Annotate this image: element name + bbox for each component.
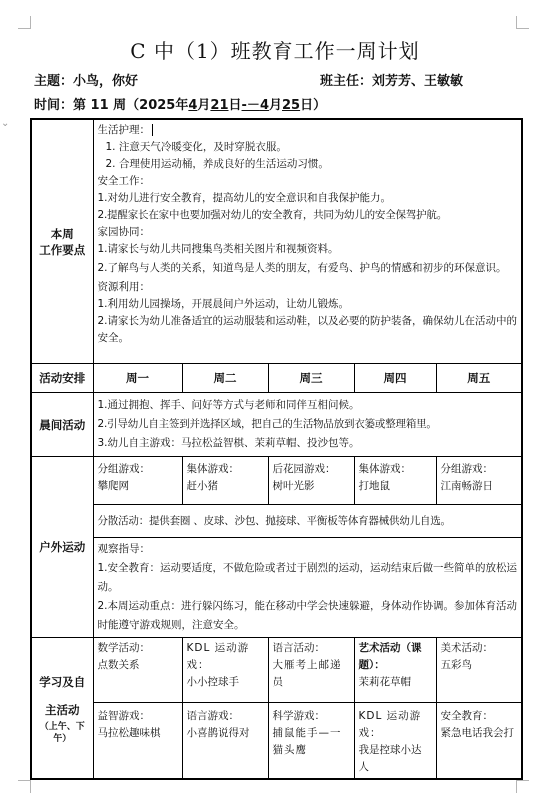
weekly-heading-line2: 工作要点 bbox=[39, 242, 86, 257]
weekly-heading-line1: 本周 bbox=[50, 226, 74, 241]
day-monday: 周一 bbox=[93, 364, 182, 393]
observe-item: 1.安全教育：运动要适度，不做危险或者过于剧烈的运动，运动结束后做一些简单的放松运动。 bbox=[97, 562, 518, 593]
learning-value: 五彩鸟 bbox=[440, 659, 472, 671]
learning-value: 小喜鹊说得对 bbox=[186, 727, 250, 739]
learning-cell[interactable] bbox=[93, 703, 182, 780]
outdoor-groups-row bbox=[31, 457, 522, 505]
time-month-start: 4 bbox=[188, 98, 198, 113]
time-unit-day-start: 日 bbox=[228, 98, 242, 113]
group-label: 分组游戏： bbox=[97, 463, 150, 475]
crop-mark-bottom-right bbox=[516, 780, 529, 793]
schedule-header-row bbox=[31, 364, 522, 393]
learning-cell[interactable] bbox=[436, 703, 522, 780]
learning-cell[interactable] bbox=[182, 703, 268, 780]
outdoor-group-cell[interactable] bbox=[436, 457, 522, 505]
learning-label: 美术活动： bbox=[440, 642, 493, 654]
learning-label: KDL 运动游戏： bbox=[186, 642, 250, 671]
day-tuesday: 周二 bbox=[182, 364, 268, 393]
resource-title: 资源利用： bbox=[97, 281, 150, 293]
weekly-points-row bbox=[31, 119, 522, 364]
outdoor-observe-row bbox=[31, 538, 522, 638]
learning-value: 捕鼠能手—一猫头鹰 bbox=[272, 727, 342, 756]
crop-mark-top-right bbox=[516, 16, 529, 29]
time-day-end: 25 bbox=[282, 98, 301, 113]
resource-item: 2.请家长为幼儿准备适宜的运动服装和运动鞋，以及必要的防护装备，确保幼儿在活动中的安全。 bbox=[97, 315, 518, 344]
home-coop-item: 2.了解鸟与人类的关系，知道鸟是人类的朋友，有爱鸟、护鸟的情感和初步的环保意识。 bbox=[97, 262, 507, 274]
page-title: C 中（1）班教育工作一周计划 bbox=[130, 39, 420, 63]
group-label: 后花园游戏： bbox=[272, 463, 336, 475]
safety-title: 安全工作： bbox=[97, 175, 150, 187]
safety-item: 1.对幼儿进行安全教育，提高幼儿的安全意识和自我保护能力。 bbox=[97, 192, 392, 204]
learning-cell[interactable] bbox=[354, 703, 436, 780]
time-unit-month-start: 月 bbox=[197, 98, 211, 113]
text-cursor bbox=[152, 124, 153, 136]
time-line bbox=[34, 94, 326, 113]
teacher-label: 班主任： bbox=[320, 74, 373, 89]
learning-label: 安全教育： bbox=[440, 710, 493, 722]
home-coop-item: 1.请家长与幼儿共同搜集鸟类相关图片和视频资料。 bbox=[97, 243, 339, 255]
morning-item: 1.通过拥抱、挥手、问好等方式与老师和同伴互相问候。 bbox=[97, 399, 360, 411]
morning-content[interactable] bbox=[93, 393, 522, 457]
home-coop-title: 家园协同： bbox=[97, 226, 150, 238]
learning-heading bbox=[31, 638, 93, 780]
learning-label: 艺术活动（课题）： bbox=[358, 642, 422, 671]
outdoor-group-cell[interactable] bbox=[268, 457, 354, 505]
group-value: 赶小猪 bbox=[186, 480, 218, 492]
learning-value: 茉莉花草帽 bbox=[358, 676, 411, 688]
time-month-end: 4 bbox=[259, 98, 269, 113]
time-unit-month-end: 月 bbox=[268, 98, 282, 113]
resource-item: 1.利用幼儿园操场，开展晨间户外运动，让幼儿锻炼。 bbox=[97, 298, 350, 310]
weekly-plan-table bbox=[30, 118, 523, 780]
learning-value: 大雁考上邮递员 bbox=[272, 659, 342, 688]
outdoor-observe-content[interactable] bbox=[93, 538, 522, 638]
learning-heading-line2: 主活动 bbox=[45, 703, 80, 717]
time-close: ） bbox=[313, 98, 327, 113]
time-day-start: 21 bbox=[210, 98, 229, 113]
group-label: 分组游戏： bbox=[440, 463, 493, 475]
day-wednesday: 周三 bbox=[268, 364, 354, 393]
weekly-points-heading bbox=[31, 119, 93, 364]
learning-row-1 bbox=[31, 638, 522, 703]
group-label: 集体游戏： bbox=[186, 463, 239, 475]
theme-line bbox=[34, 70, 138, 89]
learning-label: 益智游戏： bbox=[97, 710, 150, 722]
morning-item: 3.幼儿自主游戏：马拉松益智棋、茉莉草帽、投沙包等。 bbox=[97, 437, 360, 449]
learning-value: 小小控球手 bbox=[186, 676, 239, 688]
learning-value: 我是控球小达人 bbox=[358, 744, 422, 773]
life-care-item: 1. 注意天气冷暖变化，及时穿脱衣服。 bbox=[105, 141, 287, 153]
learning-label: 科学游戏： bbox=[272, 710, 325, 722]
learning-cell-art[interactable] bbox=[354, 638, 436, 703]
teacher-line bbox=[320, 70, 463, 89]
outdoor-group-cell[interactable] bbox=[182, 457, 268, 505]
learning-label: 语言活动： bbox=[272, 642, 325, 654]
outdoor-group-cell[interactable] bbox=[354, 457, 436, 505]
day-thursday: 周四 bbox=[354, 364, 436, 393]
theme-value: 小鸟，你好 bbox=[73, 74, 139, 89]
morning-heading: 晨间活动 bbox=[31, 393, 93, 457]
weekly-points-content[interactable] bbox=[93, 119, 522, 364]
time-week: 第 11 周 bbox=[73, 98, 127, 113]
group-value: 攀爬网 bbox=[97, 480, 129, 492]
learning-heading-line1: 学习及自 bbox=[39, 675, 86, 689]
learning-cell[interactable] bbox=[182, 638, 268, 703]
outdoor-scatter-row bbox=[31, 505, 522, 538]
group-value: 江南畅游日 bbox=[440, 480, 493, 492]
time-unit-day-end: 日 bbox=[300, 98, 314, 113]
learning-label: KDL 运动游戏： bbox=[358, 710, 422, 739]
group-label: 集体游戏： bbox=[358, 463, 411, 475]
time-label: 时间： bbox=[34, 98, 74, 113]
day-friday: 周五 bbox=[436, 364, 522, 393]
observe-title: 观察指导： bbox=[97, 543, 150, 555]
learning-cell[interactable] bbox=[268, 638, 354, 703]
group-value: 树叶光影 bbox=[272, 480, 315, 492]
learning-value: 马拉松趣味棋 bbox=[97, 727, 161, 739]
morning-row bbox=[31, 393, 522, 457]
learning-cell[interactable] bbox=[93, 638, 182, 703]
outdoor-heading: 户外运动 bbox=[31, 457, 93, 638]
safety-item: 2.提醒家长在家中也要加强对幼儿的安全教育，共同为幼儿的安全保驾护航。 bbox=[97, 209, 448, 221]
outdoor-group-cell[interactable] bbox=[93, 457, 182, 505]
time-open: （2025年 bbox=[126, 98, 189, 113]
life-care-title: 生活护理： bbox=[98, 122, 518, 139]
observe-item: 2.本周运动重点：进行躲闪练习，能在移动中学会快速躲避，身体动作协调。参加体育活动时能遵守游戏规则，注意安全。 bbox=[97, 600, 518, 631]
learning-label: 语言游戏： bbox=[186, 710, 239, 722]
time-separator: -－ bbox=[241, 98, 260, 113]
morning-item: 2.引导幼儿自主签到并选择区域，把自己的生活物品放到衣篓或整理箱里。 bbox=[97, 418, 437, 430]
life-care-item: 2. 合理使用运动桶，养成良好的生活运动习惯。 bbox=[105, 158, 329, 170]
crop-mark-top-left bbox=[18, 16, 31, 29]
schedule-label: 活动安排 bbox=[31, 364, 93, 393]
learning-label: 数学活动： bbox=[97, 642, 150, 654]
learning-cell[interactable] bbox=[268, 703, 354, 780]
group-value: 打地鼠 bbox=[358, 480, 390, 492]
learning-heading-note: （上午、下午） bbox=[39, 722, 85, 744]
learning-row-2 bbox=[31, 703, 522, 780]
theme-label: 主题： bbox=[34, 74, 74, 89]
learning-value: 点数关系 bbox=[97, 659, 140, 671]
learning-cell[interactable] bbox=[436, 638, 522, 703]
learning-value: 紧急电话我会打 bbox=[440, 727, 514, 739]
teacher-value: 刘芳芳、王敏敏 bbox=[372, 74, 464, 89]
outdoor-scatter-content[interactable]: 分散活动：提供套圈 、皮球、沙包、抛接球、平衡板等体育器械供幼儿自选。 bbox=[93, 505, 522, 538]
crop-mark-bottom-left bbox=[18, 780, 31, 793]
margin-chevron-icon: ⌄ bbox=[1, 118, 10, 129]
